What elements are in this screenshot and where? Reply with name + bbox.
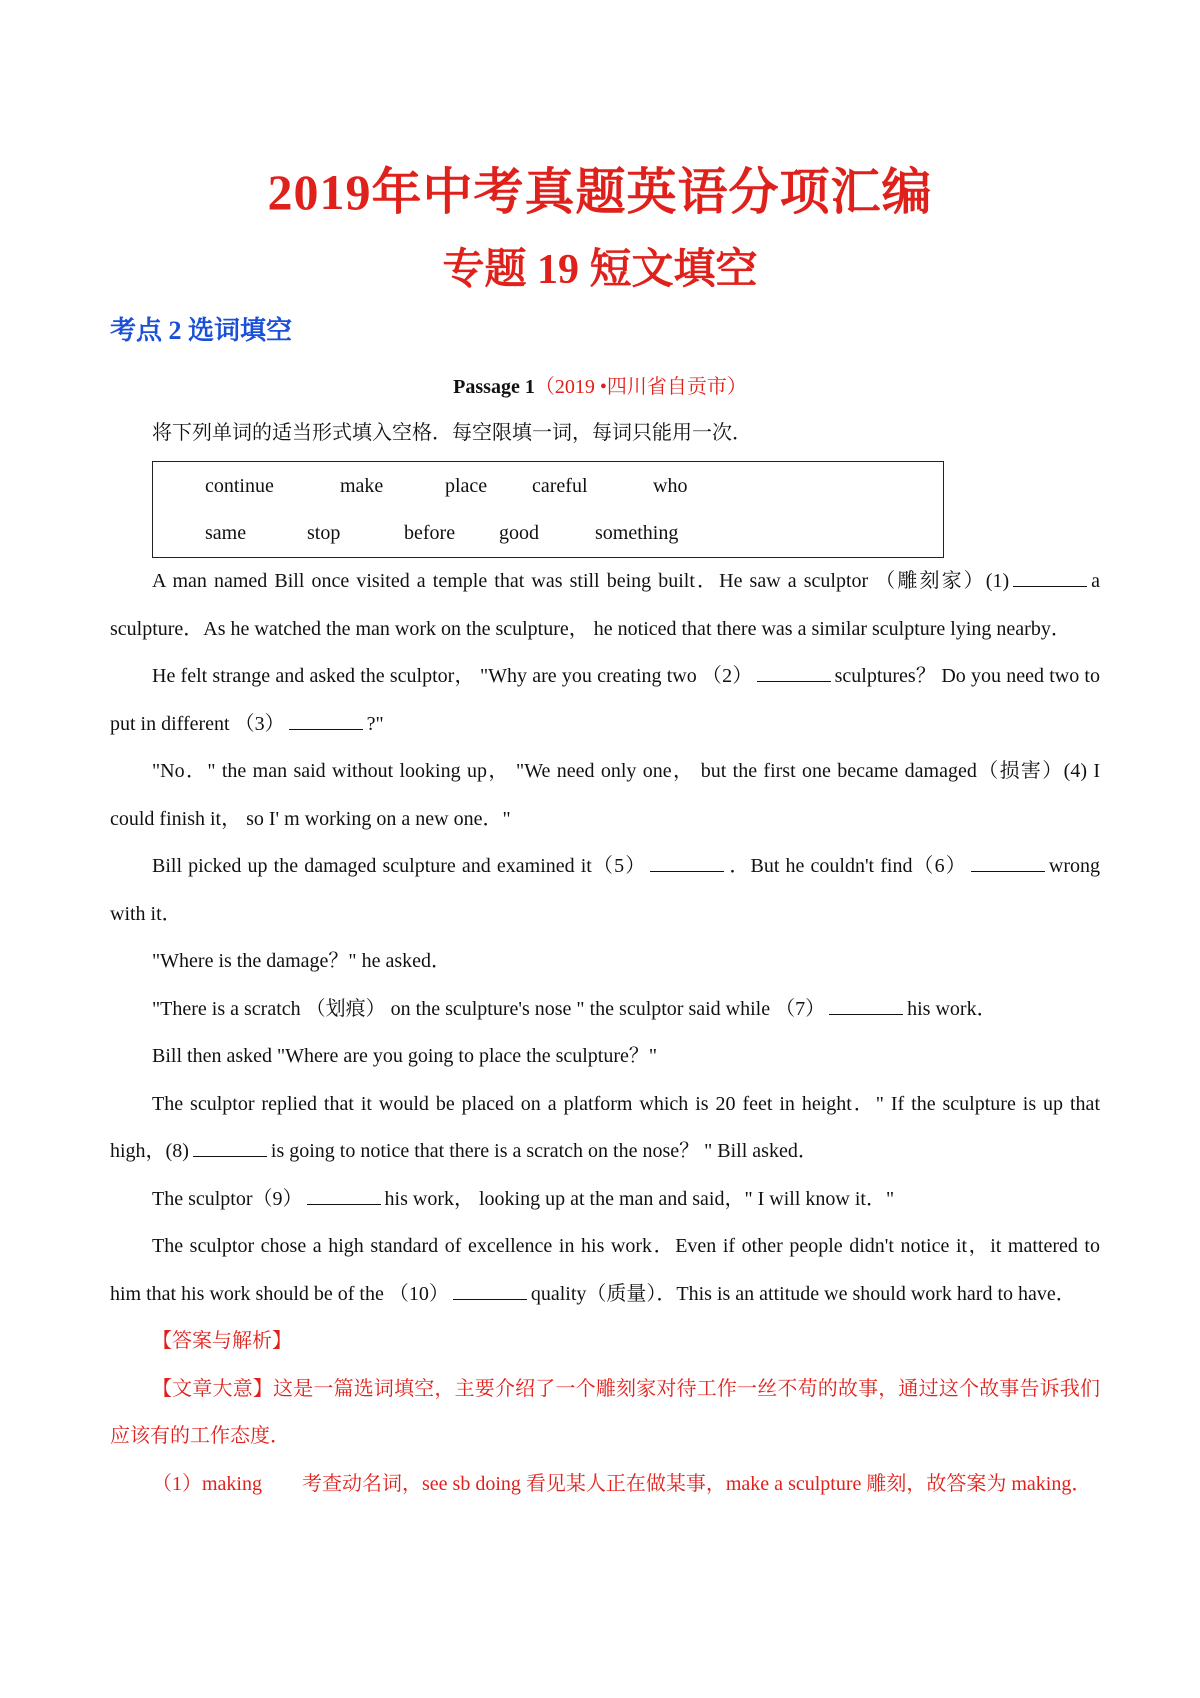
passage-label: Passage 1 [453,376,535,398]
instruction: 将下列单词的适当形式填入空格．每空限填一词，每词只能用一次． [152,422,752,444]
answer-blank [829,996,903,1015]
paragraph [110,558,1100,653]
word-bank [152,461,944,558]
text-run: "There is a scratch （划痕） on the sculpture's nose " the sculptor said while （7） [152,997,826,1020]
text-run: The sculptor（9） [152,1187,303,1210]
word-bank-item: something [595,522,679,544]
word-bank-item: make [340,475,384,497]
text-run: The sculptor replied that it would be placed on a platform which is 20 feet in height．" If the sculpture is up that high，(8) [110,1092,1100,1162]
paragraph [110,986,1100,1034]
word-bank-item: careful [532,475,588,497]
text-run: ．But he couldn't find（6） [728,855,967,877]
answer-explanation: 考查动名词，see sb doing 看见某人正在做某事，make a sculpture 雕刻，故答案为 making． [302,1472,1092,1495]
answer-summary: 【文章大意】这是一篇选词填空，主要介绍了一个雕刻家对待工作一丝不苟的故事，通过这个故事告诉我们应该有的工作态度． [110,1377,1100,1447]
text-run: his work， looking up at the man and said，" I will know it．" [384,1187,895,1210]
text-run: The sculptor chose a high standard of excellence in his work．Even if other people didn't notice it，it mattered to him that his work should be of the （10） [110,1235,1100,1305]
paragraph [110,1176,1100,1224]
answer-blank [757,663,831,682]
word-bank-item: same [205,522,247,544]
word-bank-item: place [445,475,488,497]
text-run: is going to notice that there is a scratch on the nose？ " Bill asked． [270,1140,818,1162]
paragraph [110,653,1100,748]
section-heading: 考点 2 选词填空 [110,316,293,345]
paragraph [110,1081,1100,1176]
text-run: He felt strange and asked the sculptor， "Why are you creating two （2） [152,665,753,687]
answer-heading: 【答案与解析】 [152,1330,292,1352]
paragraph: "No．" the man said without looking up， "We need only one， but the first one became damaged（损害）(4) I could finish it， so I' m working on a new one．" [110,760,1100,830]
word-bank-item: good [499,522,539,544]
paragraph: "Where is the damage？" he asked． [152,950,451,972]
text-run: sculptures？ Do you need two to put in different （3） [110,665,1100,735]
answer-blank [1013,568,1087,587]
answer-blank [453,1281,527,1300]
passage-body [110,558,1100,1508]
main-title: 2019年中考真题英语分项汇编 [267,164,933,220]
passage-source: （2019 •四川省自贡市） [534,376,747,398]
paragraph: Bill then asked "Where are you going to place the sculpture？" [152,1045,658,1067]
paragraph [110,1223,1100,1318]
text-run: A man named Bill once visited a temple that was still being built．He saw a sculptor （雕刻家）(1) [152,570,1010,592]
text-run: quality（质量）．This is an attitude we should work hard to have． [530,1282,1076,1305]
word-bank-item: before [404,522,456,544]
answer-blank [971,853,1045,872]
text-run: wrong with it． [110,855,1100,925]
answer-blank [307,1186,381,1205]
text-run: ?" [366,712,384,735]
sub-title: 专题 19 短文填空 [442,247,758,293]
passage-title [0,372,1200,402]
answer-label: （1）making [152,1472,262,1495]
answer-item [110,1461,1100,1509]
word-bank-item: who [653,475,688,497]
word-bank-item: continue [205,475,274,497]
word-bank-item: stop [307,522,341,544]
text-run: his work． [907,997,997,1020]
paragraph [110,843,1100,938]
answer-blank [650,853,724,872]
text-run: Bill picked up the damaged sculpture and examined it（5） [152,855,647,877]
text-run: a sculpture．As he watched the man work on the sculpture， he noticed that there was a similar sculpture lying nearby． [110,570,1100,640]
answer-blank [193,1138,267,1157]
answer-blank [289,711,363,730]
